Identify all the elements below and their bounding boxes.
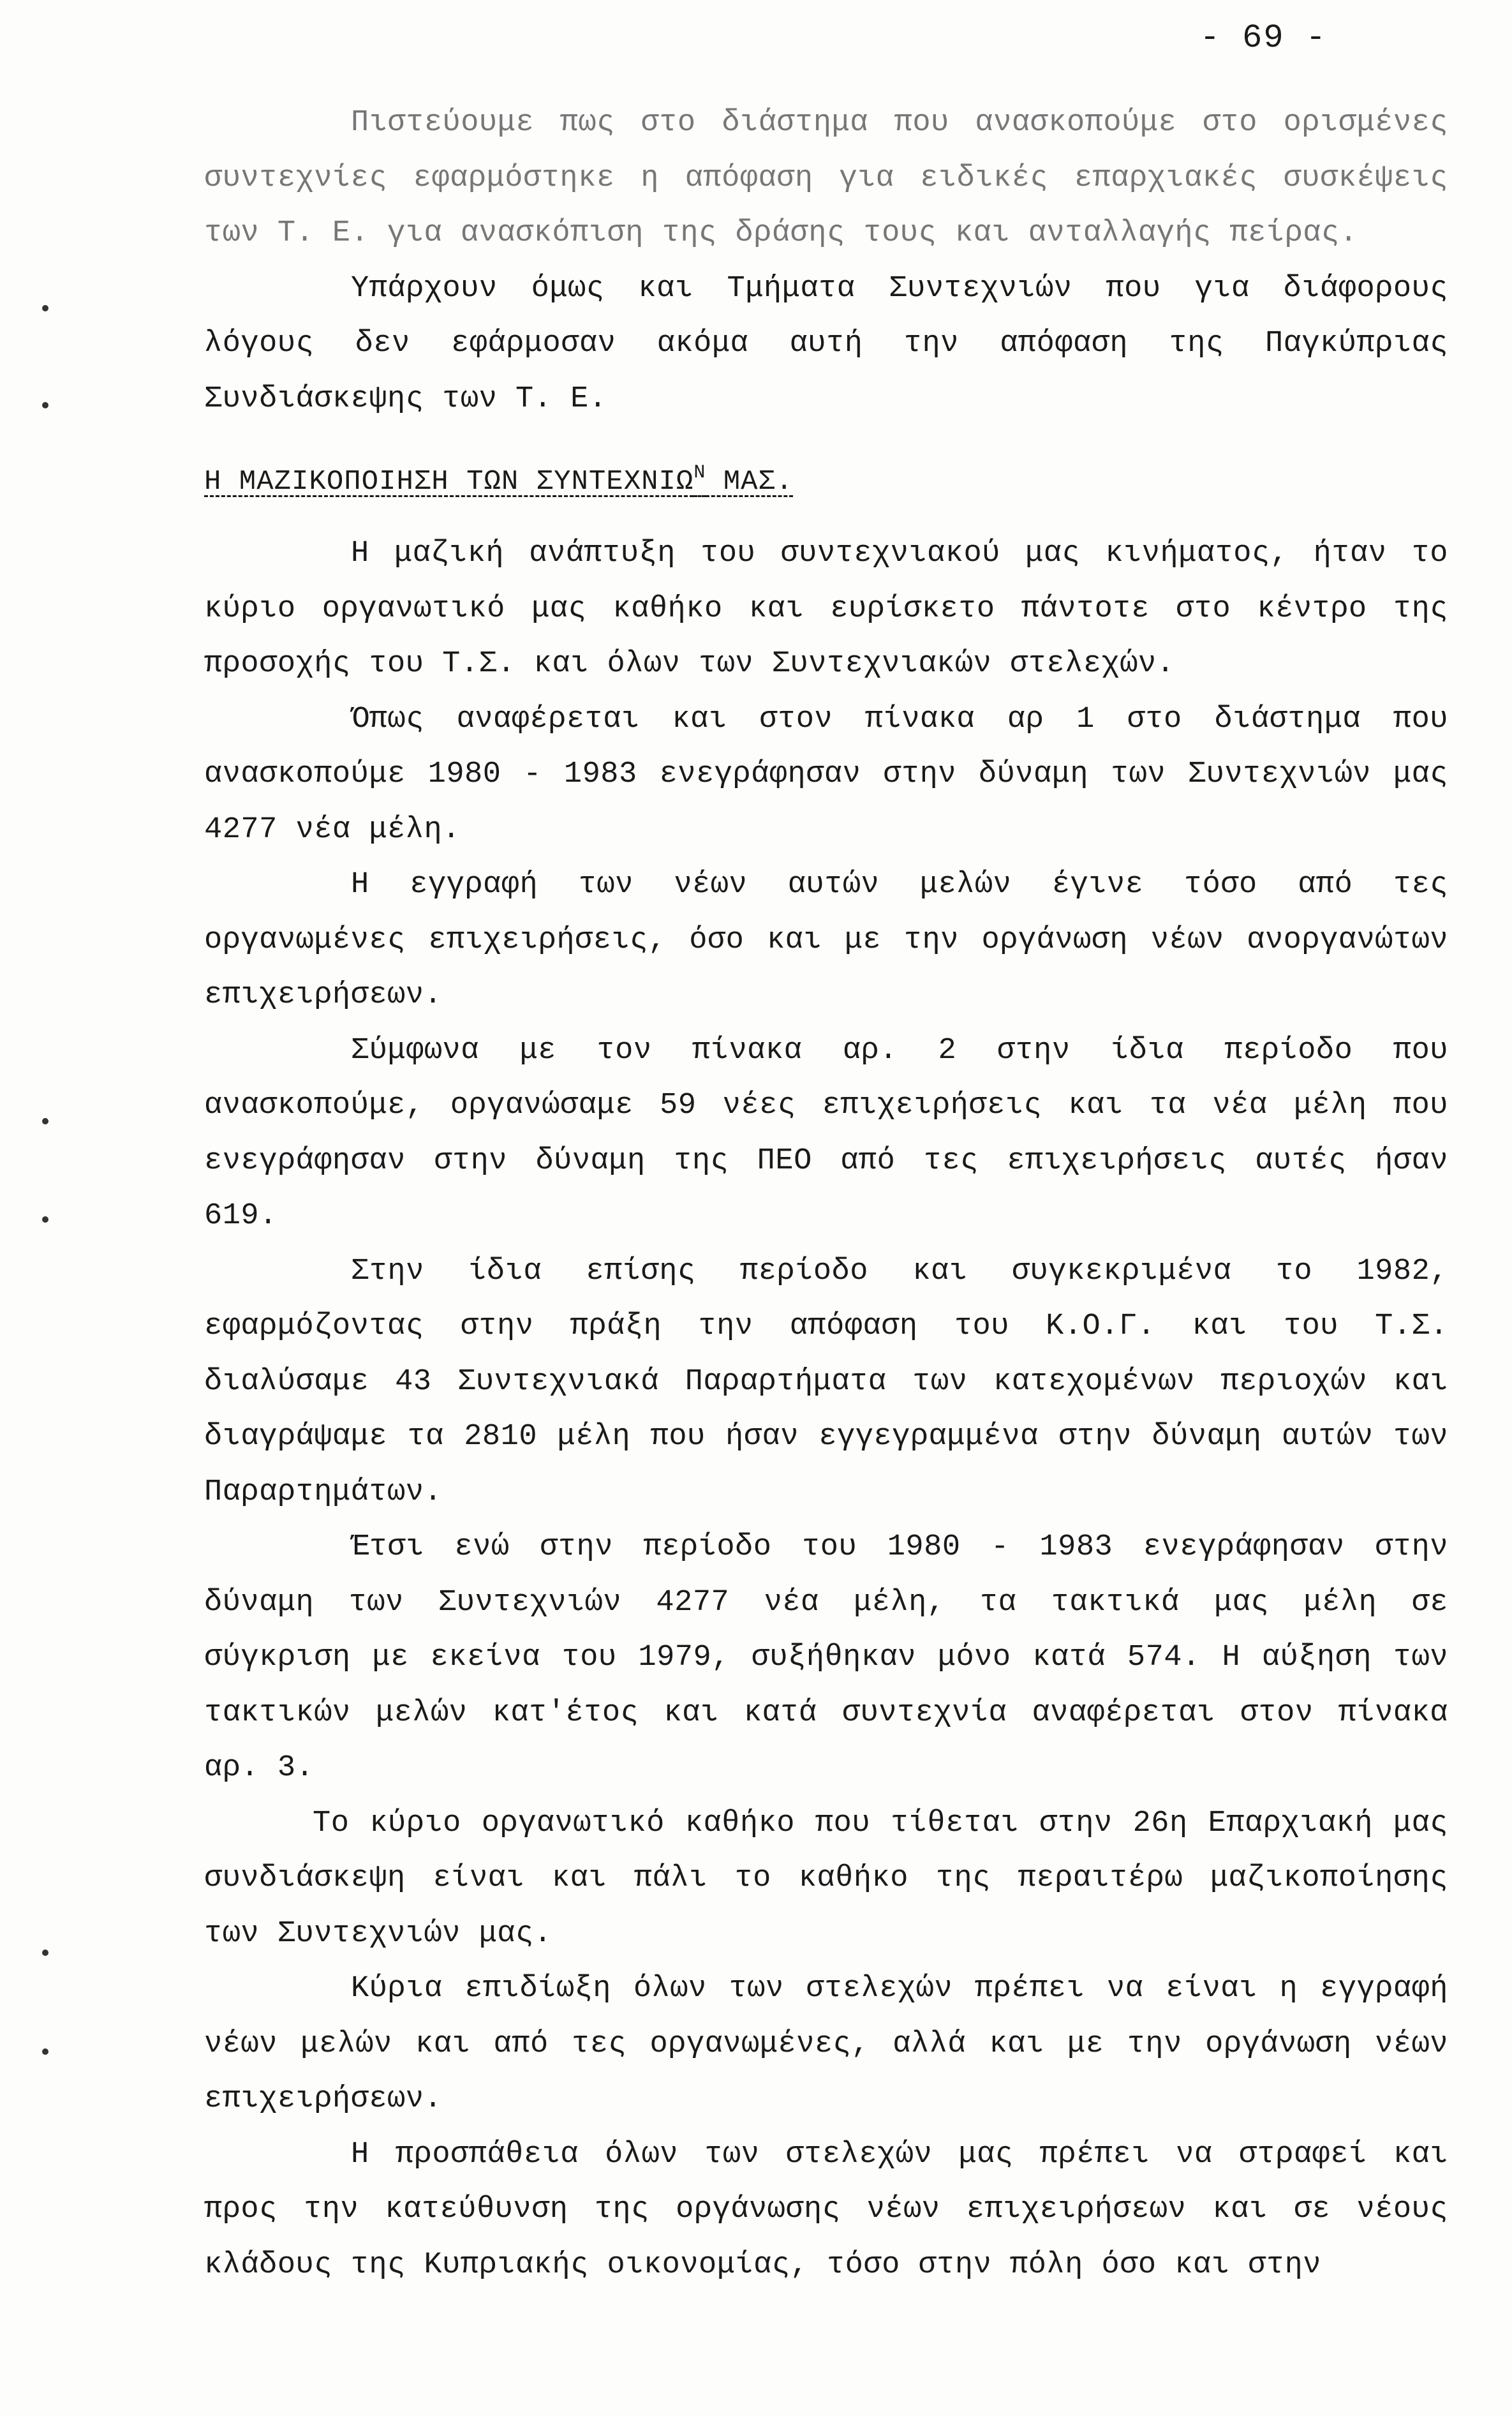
margin-dot (42, 305, 48, 311)
paragraph-1: Πιστεύουμε πως στο διάστημα που ανασκοπούμε στο ορισμένες συντεχνίες εφαρμόστηκε η απόφαση για ειδικές επαρχιακές συσκέψεις των Τ. Ε. για ανασκόπιση της δράσης τους και ανταλλαγής πείρας. (204, 106, 1448, 250)
section-heading-superscript: Ν (693, 462, 706, 484)
margin-dot (42, 2048, 48, 2055)
paragraph-2: Υπάρχουν όμως και Τμήματα Συντεχνιών που για διάφορους λόγους δεν εφάρμοσαν ακόμα αυτή την απόφαση της Παγκύπριας Συνδιάσκεψης των Τ. Ε. (204, 271, 1448, 416)
paragraph-11: Η προσπάθεια όλων των στελεχών μας πρέπει να στραφεί και προς την κατεύθυνση της οργάνωσης νέων επιχειρήσεων και σε νέους κλάδους της Κυπριακής οικονομίας, τόσο στην πόλη όσο και στην (204, 2137, 1448, 2282)
paragraph-7: Στην ίδια επίσης περίοδο και συγκεκριμένα το 1982, εφαρμόζοντας στην πράξη την απόφαση του Κ.Ο.Γ. και του Τ.Σ. διαλύσαμε 43 Συντεχνιακά Παραρτήματα των κατεχομένων περιοχών και διαγράψαμε τα 2810 μέλη που ήσαν εγγεγραμμένα στην δύναμη αυτών των Παραρτημάτων. (204, 1254, 1448, 1509)
section-heading-tail: ΜΑΣ. (706, 466, 794, 498)
margin-dot (42, 1950, 48, 1956)
section-heading-main: Η ΜΑΖΙΚΟΠΟΙΗΣΗ ΤΩΝ ΣΥΝΤΕΧΝΙΩ (204, 466, 694, 498)
margin-dot (42, 1118, 48, 1124)
margin-dot (42, 402, 48, 408)
page-number: - 69 - (1199, 19, 1327, 57)
paragraph-5: Η εγγραφή των νέων αυτών μελών έγινε τόσο από τες οργανωμένες επιχειρήσεις, όσο και με την οργάνωση νέων ανοργανώτων επιχειρήσεων. (204, 868, 1448, 1012)
document-body (204, 96, 1448, 2293)
paragraph-8: Έτσι ενώ στην περίοδο του 1980 - 1983 ενεγράφησαν στην δύναμη των Συντεχνιών 4277 νέα μέλη, τα τακτικά μας μέλη σε σύγκριση με εκείνα του 1979, συξήθηκαν μόνο κατά 574. Η αύξηση των τακτικών μελών κατ'έτος και κατά συντεχνία αναφέρεται στον πίνακα αρ. 3. (204, 1530, 1448, 1785)
paragraph-9: Το κύριο οργανωτικό καθήκο που τίθεται στην 26η Επαρχιακή μας συνδιάσκεψη είναι και πάλι το καθήκο της περαιτέρω μαζικοποίησης των Συντεχνιών μας. (204, 1806, 1448, 1951)
paragraph-6: Σύμφωνα με τον πίνακα αρ. 2 στην ίδια περίοδο που ανασκοπούμε, οργανώσαμε 59 νέες επιχειρήσεις και τα νέα μέλη που ενεγράφησαν στην δύναμη της ΠΕΟ από τες επιχειρήσεις αυτές ήσαν 619. (204, 1033, 1448, 1233)
paragraph-10: Κύρια επιδίωξη όλων των στελεχών πρέπει να είναι η εγγραφή νέων μελών και από τες οργανωμένες, αλλά και με την οργάνωση νέων επιχειρήσεων. (204, 1972, 1448, 2116)
paragraph-3: Η μαζική ανάπτυξη του συντεχνιακού μας κινήματος, ήταν το κύριο οργανωτικό μας καθήκο και ευρίσκετο πάντοτε στο κέντρο της προσοχής του Τ.Σ. και όλων των Συντεχνιακών στελεχών. (204, 537, 1448, 681)
section-heading (204, 447, 1448, 507)
paragraph-4: Όπως αναφέρεται και στον πίνακα αρ 1 στο διάστημα που ανασκοπούμε 1980 - 1983 ενεγράφησαν στην δύναμη των Συντεχνιών μας 4277 νέα μέλη. (204, 702, 1448, 847)
margin-dot (42, 1216, 48, 1223)
